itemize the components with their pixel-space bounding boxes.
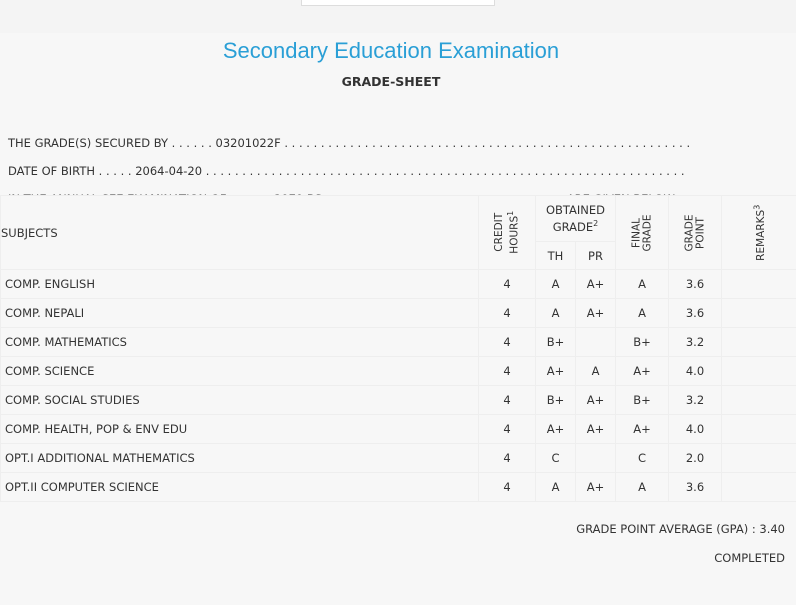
pr-header: PR [576, 242, 616, 270]
pr-cell [576, 328, 616, 357]
credit-cell: 4 [479, 415, 536, 444]
point-cell: 4.0 [669, 357, 722, 386]
remarks-header: REMARKS$^3$ [722, 196, 796, 270]
th-cell: A [536, 473, 576, 502]
remarks-cell [722, 444, 796, 473]
table-row [1, 299, 796, 328]
subject-cell: COMP. HEALTH, POP & ENV EDU [1, 415, 479, 444]
header-row [1, 196, 796, 242]
credit-cell: 4 [479, 386, 536, 415]
remarks-cell [722, 299, 796, 328]
subject-cell: COMP. SOCIAL STUDIES [1, 386, 479, 415]
final-cell: A [616, 270, 669, 299]
th-cell: C [536, 444, 576, 473]
final-cell: A+ [616, 415, 669, 444]
credit-cell: 4 [479, 328, 536, 357]
table-row [1, 270, 796, 299]
pr-cell: A [576, 357, 616, 386]
th-cell: A+ [536, 357, 576, 386]
sheet-title: GRADE-SHEET [341, 74, 441, 89]
top-search-input[interactable] [301, 0, 495, 6]
credit-cell: 4 [479, 299, 536, 328]
pr-cell: A+ [576, 473, 616, 502]
remarks-cell [722, 415, 796, 444]
subject-cell: COMP. SCIENCE [1, 357, 479, 386]
remarks-cell [722, 473, 796, 502]
th-cell: A+ [536, 415, 576, 444]
credit-cell: 4 [479, 357, 536, 386]
pr-cell: A+ [576, 386, 616, 415]
remarks-cell [722, 386, 796, 415]
point-cell: 3.6 [669, 270, 722, 299]
final-grade-header: FINAL GRADE [616, 196, 669, 270]
final-cell: C [616, 444, 669, 473]
th-header: TH [536, 242, 576, 270]
point-cell: 3.2 [669, 386, 722, 415]
pr-cell: A+ [576, 270, 616, 299]
subject-cell: OPT.I ADDITIONAL MATHEMATICS [1, 444, 479, 473]
th-cell: A [536, 299, 576, 328]
credit-cell: 4 [479, 444, 536, 473]
remarks-cell [722, 270, 796, 299]
table-row [1, 415, 796, 444]
secured-by-line: THE GRADE(S) SECURED BY . . . . . . 03201022F . . . . . . . . . . . . . . . . . . . . . . . . . . . . . . . . . . . . . . . . . . . . . . . . . . . . . . . . [8, 136, 691, 150]
final-cell: A [616, 473, 669, 502]
exam-title: Secondary Education Examination [222, 38, 560, 63]
final-cell: A+ [616, 357, 669, 386]
table-row [1, 386, 796, 415]
point-cell: 4.0 [669, 415, 722, 444]
final-cell: B+ [616, 328, 669, 357]
remarks-cell [722, 328, 796, 357]
result-status: COMPLETED [714, 551, 785, 565]
remarks-cell [722, 357, 796, 386]
subject-cell: COMP. NEPALI [1, 299, 479, 328]
gpa-summary: GRADE POINT AVERAGE (GPA) : 3.40 [576, 522, 785, 536]
point-cell: 3.2 [669, 328, 722, 357]
pr-cell [576, 444, 616, 473]
obtained-grade-header: OBTAINED GRADE$^2$ [536, 196, 616, 242]
subjects-header: SUBJECTS [1, 196, 479, 270]
grade-point-header: GRADE POINT [669, 196, 722, 270]
date-of-birth-line: DATE OF BIRTH . . . . . 2064-04-20 . . . . . . . . . . . . . . . . . . . . . . . . . . . . . . . . . . . . . . . . . . . . . . . . . . . . . . . . . . . . . . . . . . [8, 164, 685, 178]
th-cell: A [536, 270, 576, 299]
point-cell: 3.6 [669, 473, 722, 502]
credit-hours-header: CREDIT HOURS$^1$ [479, 196, 536, 270]
table-row [1, 357, 796, 386]
table-row [1, 444, 796, 473]
subject-cell: COMP. ENGLISH [1, 270, 479, 299]
subject-cell: COMP. MATHEMATICS [1, 328, 479, 357]
final-cell: A [616, 299, 669, 328]
grades-table [0, 195, 796, 502]
pr-cell: A+ [576, 415, 616, 444]
credit-cell: 4 [479, 473, 536, 502]
th-cell: B+ [536, 386, 576, 415]
table-row [1, 328, 796, 357]
table-row [1, 473, 796, 502]
credit-cell: 4 [479, 270, 536, 299]
th-cell: B+ [536, 328, 576, 357]
point-cell: 3.6 [669, 299, 722, 328]
pr-cell: A+ [576, 299, 616, 328]
final-cell: B+ [616, 386, 669, 415]
subject-cell: OPT.II COMPUTER SCIENCE [1, 473, 479, 502]
point-cell: 2.0 [669, 444, 722, 473]
